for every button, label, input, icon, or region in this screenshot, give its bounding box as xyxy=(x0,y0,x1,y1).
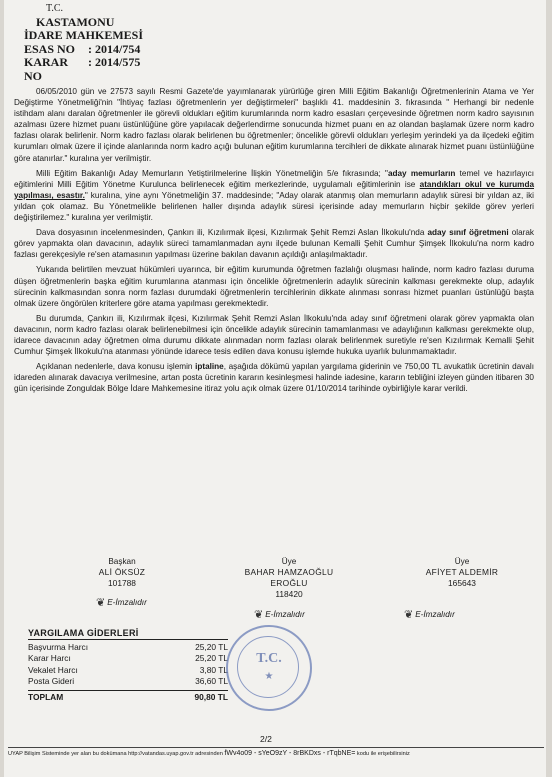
bold-aday-memurlarin: aday memurların xyxy=(387,168,456,178)
cost-row: Vekalet Harcı 3,80 TL xyxy=(28,664,228,675)
signature-member-2: Üye AFİYET ALDEMİR 165643 xyxy=(425,557,499,588)
paragraph-regulation: 06/05/2010 gün ve 27573 sayılı Resmi Gazete'de yayımlanarak yürürlüğe giren Milli Eğitim Bakanlığı Öğretmenlerinin Atama ve Yer Değiştirme Yönetmeliği'nin "İhtiyaç fazlası öğretmenlerin yer değiştirmeleri" başlıklı 41. maddesinin 3. fıkrasında " Herhangi bir nedenle istihdam alanı daralan öğretmenler ile görevli oldukları eğitim kurumlarında norm kadro esasları çerçevesinde öğretmen norm kadro sayısının azalması üzere hizmet puanı üstünlüğüne göre yapılacak değerlendirme sonucunda hizmet puanı en az olandan başlamak üzere norm kadro fazlası olarak belirlenir. Norm kadro fazlası olarak belirlenen bu öğretmenler; öncelikle görevli oldukları yerleşim yerindeki ya da ilçedeki eğitim kurumları olmak üzere il içinde alanlarında norm kadro açığı bulunan eğitim kurumlarına tercihleri de dikkate alınarak hizmet puanı üstünlüğüne göre atanırlar." kuralına yer verilmiştir. xyxy=(14,87,534,163)
access-codes: fWv4o09 - sYeO9zY - 8rBKDxs - rTqbNE= xyxy=(224,750,356,757)
esig-member-1: ❦ E-İmzalıdır xyxy=(254,609,305,621)
karar-label: KARAR NO xyxy=(24,55,68,83)
signature-member-1: Üye BAHAR HAMZAOĞLU EROĞLU 118420 xyxy=(244,557,334,599)
paragraph-legal-assessment: Yukarıda belirtilen mevzuat hükümleri uyarınca, bir eğitim kurumunda öğretmen fazlalığı oluşması halinde, norm kadro fazlası duruma düşen öğretmenlerin başka eğitim kurumlarına atanması için öncelikle öğretmenlerin adaylık sürecinin kalkması gerekmekte olup, adaylık sürecinin kalkmasından sonra norm fazlası durumdaki öğretmenlerin tercihlerinin dikkate alınması sonrası hizmet puanları üstünlüğü başta olmak üzere öngörülen kriterlere göre atama yapılması gerekmektedir. xyxy=(14,265,534,308)
cost-total-row: TOPLAM 90,80 TL xyxy=(28,691,228,702)
paragraph-ruling: Açıklanan nedenlerle, dava konusu işlemin iptaline, aşağıda dökümü yapılan yargılama giderinin ve 750,00 TL avukatlık ücretinin davalı idareden alınarak davacıya verilmesine, artan posta ücretinin kararın kesinleşmesi halinde iadesine, kararın tebliğini izleyen günden itibaren 30 gün içerisinde Zonguldak Bölge İdare Mahkemesine itiraz yolu açık olmak üzere 01/10/2014 tarihinde oybirliğiyle karar verildi. xyxy=(14,362,534,394)
underlined-esastir: atandıkları okul ve kurumda yapılması, esastır. xyxy=(14,179,534,200)
esas-label: ESAS NO xyxy=(24,41,76,56)
cost-row: Başvurma Harcı 25,20 TL xyxy=(28,642,228,652)
costs-title: YARGILAMA GİDERLERİ xyxy=(28,628,228,640)
cost-row: Karar Harcı 25,20 TL xyxy=(28,653,228,664)
seal-icon: ❦ xyxy=(404,609,414,621)
page-number: 2/2 xyxy=(260,734,272,744)
document-page xyxy=(4,0,546,777)
uyap-footer: UYAP Bilişim Sisteminde yer alan bu dokümana http://vatandas.uyap.gov.tr adresinden fWv4o09 - sYeO9zY - 8rBKDxs - rTqbNE= kodu ile erişebilirsiniz xyxy=(8,747,544,757)
court-city: KASTAMONU xyxy=(36,14,115,29)
court-name: İDARE MAHKEMESİ xyxy=(24,28,144,42)
paragraph-candidate-regulation: Milli Eğitim Bakanlığı Aday Memurların Yetiştirilmelerine İlişkin Yönetmeliğin 5/e fıkrasında; "aday memurların temel ve hazırlayıcı eğitimlerini Milli Eğitim Yönetme Kurulunca belirlenecek eğitim merkezlerinde, uygulamalı eğitimlerinin ise atandıkları okul ve kurumda yapılması, esastır." kuralına, yine aynı Yönetmeliğin 37. maddesinde; "Aday olarak atanmış olan memurların adaylık süresi bir yıldan az, iki yıldan çok olamaz. Bu Yönetmelikle belirlenen haller dışında adaylık süresi içerisinde aday memurların hiçbir şekilde görev yerleri değiştirilemez." kuralına yer verilmiştir. xyxy=(14,168,535,223)
cost-row: Posta Gideri 36,60 TL xyxy=(28,676,228,687)
court-stamp: T.C. ★ xyxy=(226,625,312,711)
esas-row xyxy=(24,43,143,57)
seal-icon: ❦ xyxy=(96,597,106,609)
esig-president: ❦ E-İmzalıdır xyxy=(96,597,147,609)
karar-row xyxy=(24,56,143,83)
signature-president: Başkan ALİ ÖKSÜZ 101788 xyxy=(98,557,146,588)
esas-value: : 2014/754 xyxy=(88,41,141,56)
bold-aday-sinif-ogretmeni: aday sınıf öğretmeni xyxy=(427,228,509,238)
star-icon: ★ xyxy=(264,671,274,682)
karar-value: : 2014/575 xyxy=(88,55,141,69)
court-header xyxy=(24,2,143,83)
decision-body xyxy=(14,86,534,398)
costs-table xyxy=(28,628,228,703)
bold-iptaline: iptaline xyxy=(195,362,224,372)
tc-heading: T.C. xyxy=(46,3,64,14)
esig-member-2: ❦ E-İmzalıdır xyxy=(404,609,455,621)
paragraph-conclusion: Bu durumda, Çankırı ili, Kızılırmak ilçesi, Kızılırmak Şehit Remzi Aslan İlkokulu'nda aday sınıf öğretmeni olarak görev yapmakta olan davacının, norm kadro fazlası olarak belirlenebilmesi için öncelikle adaylık sürecinin tamamlanması ve adaylığının kalkması gerekmekte olup, idarece davacının aday öğretmen olma durumu dikkate alınmadan norm fazlası olarak belirlenmek suretiyle re'sen Kızılırmak Kemalli Şehit Cumhur Şimşek İlkokulu'na atanması yönünde idarece tesis edilen dava konusu işlemde hukuka uyarlık bulunmamaktadır. xyxy=(14,313,534,357)
paragraph-case-facts: Dava dosyasının incelenmesinden, Çankırı ili, Kızılırmak ilçesi, Kızılırmak Şehit Remzi Aslan İlkokulu'nda aday sınıf öğretmeni olarak görev yapmakta olan davacının, adaylık süreci tamamlanmadan aynı ilçede bulunan Kemalli Şehit Cumhur Şimşek İlkokulu'na norm kadro fazlası gerekçesiyle re'sen atamasının yapılması üzerine bakılan davanın açıldığı anlaşılmaktadır. xyxy=(14,228,535,260)
seal-icon: ❦ xyxy=(254,609,264,621)
